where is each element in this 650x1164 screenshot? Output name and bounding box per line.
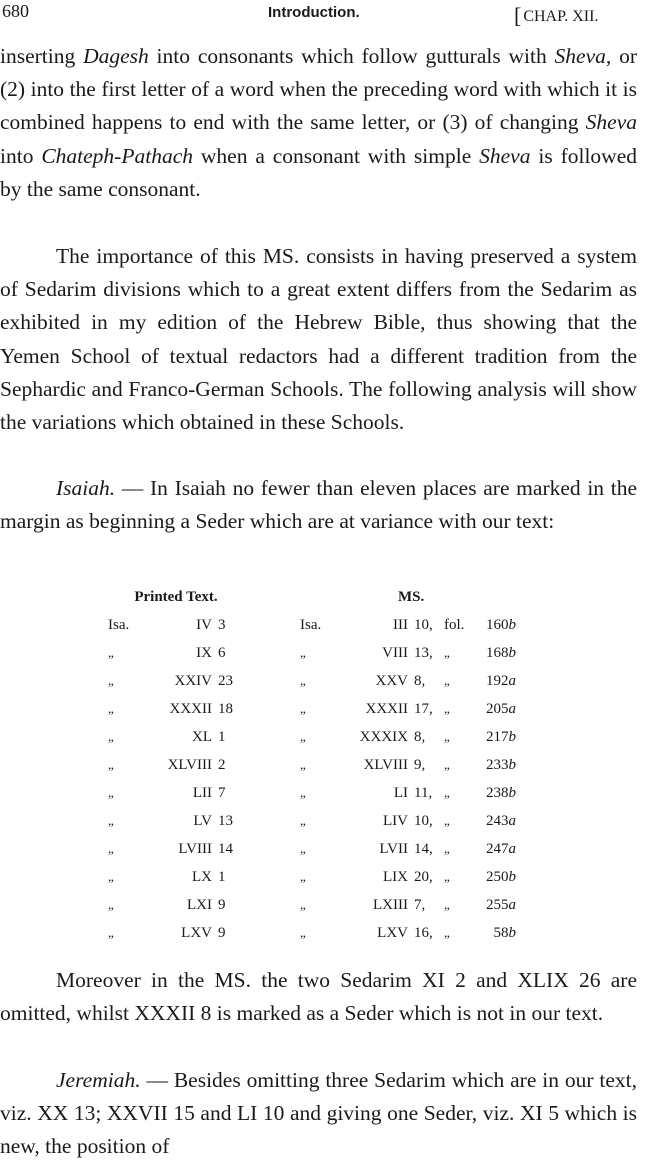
folio-label-cell-text: fol. <box>444 616 465 633</box>
ms-verse-cell <box>414 723 444 751</box>
table-row <box>108 611 516 639</box>
table-body <box>108 611 516 947</box>
folio-number-cell-text: 238 <box>486 784 509 801</box>
ms-verse-cell-text: 10, <box>414 616 433 633</box>
ms-book-cell <box>300 779 334 807</box>
ms-book-cell-text: „ <box>300 896 306 912</box>
folio-number-cell-text: 250 <box>486 868 509 885</box>
folio-side: b <box>508 784 516 801</box>
text-run: into consonants which follow gutturals with <box>148 44 555 68</box>
printed-chapter-cell <box>154 751 218 779</box>
printed-book-cell <box>108 863 154 891</box>
printed-verse-cell-text: 13 <box>218 812 233 829</box>
folio-side: a <box>508 896 516 913</box>
printed-chapter-cell-text: XLVIII <box>167 756 212 773</box>
folio-label-cell-text: „ <box>444 924 450 940</box>
folio-number-cell <box>474 611 516 639</box>
ms-verse-cell <box>414 891 444 919</box>
sedarim-table <box>108 584 516 947</box>
ms-verse-cell <box>414 695 444 723</box>
italic-run: Dagesh <box>83 44 149 68</box>
text-run: is followed by the same consonant. <box>0 143 637 201</box>
printed-verse-cell <box>218 779 244 807</box>
text-run: when a consonant with simple <box>193 143 480 168</box>
ms-verse-cell <box>414 639 444 667</box>
printed-verse-cell-text: 23 <box>218 672 233 689</box>
ms-book-cell-text: „ <box>300 784 306 800</box>
ms-book-cell-text: Isa. <box>300 616 322 633</box>
printed-book-cell-text: „ <box>108 700 114 716</box>
printed-book-cell <box>108 919 154 947</box>
printed-chapter-cell <box>154 835 218 863</box>
italic-run: Jeremiah. <box>56 1068 141 1092</box>
printed-chapter-cell-text: LXI <box>187 896 212 913</box>
printed-chapter-cell <box>154 807 218 835</box>
printed-chapter-cell <box>154 891 218 919</box>
gap-cell <box>244 835 300 863</box>
ms-book-cell-text: „ <box>300 868 306 884</box>
printed-book-cell <box>108 779 154 807</box>
printed-verse-cell <box>218 667 244 695</box>
ms-book-cell <box>300 891 334 919</box>
folio-number-cell <box>474 919 516 947</box>
table-row <box>108 891 516 919</box>
folio-number-cell-text: 58 <box>493 924 509 941</box>
printed-verse-cell <box>218 723 244 751</box>
folio-number-cell-text: 255 <box>486 896 509 913</box>
header-ms: MS. <box>398 589 425 605</box>
folio-side: b <box>508 756 516 773</box>
ms-book-cell <box>300 807 334 835</box>
ms-chapter-cell <box>334 639 414 667</box>
printed-chapter-cell-text: IX <box>196 644 212 661</box>
italic-run: Sheva <box>585 110 637 135</box>
printed-book-cell <box>108 835 154 863</box>
folio-number-cell <box>474 723 516 751</box>
printed-verse-cell-text: 14 <box>218 840 233 857</box>
ms-verse-cell <box>414 835 444 863</box>
table-row <box>108 667 516 695</box>
ms-chapter-cell-text: VIII <box>382 644 408 661</box>
ms-verse-cell <box>414 751 444 779</box>
gap-cell <box>244 723 300 751</box>
text-run: Moreover in the MS. the two Sedarim XI 2 and XLIX 26 are omitted, whilst XXXII 8 is marked as a Seder which is not in our text. <box>0 968 637 1026</box>
printed-book-cell <box>108 891 154 919</box>
ms-book-cell <box>300 919 334 947</box>
ms-verse-cell-text: 17, <box>414 700 433 717</box>
printed-verse-cell-text: 7 <box>218 784 226 801</box>
table-header-row <box>108 584 516 611</box>
printed-chapter-cell <box>154 723 218 751</box>
gap-cell <box>244 863 300 891</box>
gap-cell <box>244 919 300 947</box>
folio-label-cell <box>444 891 474 919</box>
folio-label-cell-text: „ <box>444 700 450 716</box>
paragraph-2 <box>0 240 637 439</box>
gap-cell <box>244 667 300 695</box>
gap-cell <box>244 751 300 779</box>
ms-chapter-cell <box>334 835 414 863</box>
printed-verse-cell-text: 3 <box>218 616 226 633</box>
folio-side: a <box>508 840 516 857</box>
ms-verse-cell-text: 20, <box>414 868 433 885</box>
ms-chapter-cell-text: LIX <box>383 868 408 885</box>
ms-verse-cell-text: 8, <box>414 672 426 689</box>
ms-verse-cell <box>414 611 444 639</box>
folio-side: b <box>508 868 516 885</box>
printed-book-cell-text: „ <box>108 868 114 884</box>
ms-chapter-cell <box>334 723 414 751</box>
table-row <box>108 723 516 751</box>
printed-verse-cell <box>218 835 244 863</box>
printed-chapter-cell-text: IV <box>196 616 212 633</box>
folio-label-cell-text: „ <box>444 784 450 800</box>
printed-verse-cell-text: 1 <box>218 868 226 885</box>
table-row <box>108 779 516 807</box>
page-header <box>0 0 650 26</box>
printed-chapter-cell-text: LII <box>192 784 212 801</box>
folio-label-cell <box>444 639 474 667</box>
italic-run: Sheva, <box>554 44 612 68</box>
printed-chapter-cell-text: LXV <box>181 924 212 941</box>
table-row <box>108 863 516 891</box>
printed-chapter-cell <box>154 919 218 947</box>
printed-book-cell-text: „ <box>108 728 114 744</box>
printed-chapter-cell-text: XL <box>192 728 212 745</box>
folio-number-cell-text: 205 <box>486 700 509 717</box>
printed-book-cell <box>108 639 154 667</box>
printed-chapter-cell <box>154 667 218 695</box>
folio-number-cell-text: 243 <box>486 812 509 829</box>
folio-side: b <box>508 728 516 745</box>
ms-book-cell <box>300 723 334 751</box>
printed-book-cell-text: „ <box>108 644 114 660</box>
folio-side: b <box>508 924 516 941</box>
printed-chapter-cell <box>154 639 218 667</box>
gap-cell <box>244 779 300 807</box>
ms-verse-cell-text: 16, <box>414 924 433 941</box>
gap-cell <box>244 695 300 723</box>
paragraph-3 <box>0 472 637 538</box>
printed-book-cell-text: „ <box>108 924 114 940</box>
folio-number-cell <box>474 891 516 919</box>
printed-verse-cell <box>218 695 244 723</box>
ms-chapter-cell-text: III <box>393 616 408 633</box>
printed-chapter-cell-text: XXXII <box>169 700 212 717</box>
ms-book-cell-text: „ <box>300 728 306 744</box>
folio-side: a <box>508 672 516 689</box>
printed-verse-cell-text: 18 <box>218 700 233 717</box>
folio-number-cell-text: 168 <box>486 644 509 661</box>
text-run: — Besides omitting three Sedarim which are in our text, viz. XX 13; XXVII 15 and LI 10 and giving one Seder, viz. XI 5 which is new, the position of <box>0 1068 637 1159</box>
ms-book-cell-text: „ <box>300 840 306 856</box>
ms-book-cell-text: „ <box>300 700 306 716</box>
printed-chapter-cell-text: LX <box>192 868 212 885</box>
table-row <box>108 695 516 723</box>
ms-chapter-cell <box>334 695 414 723</box>
printed-verse-cell <box>218 611 244 639</box>
ms-chapter-cell-text: XLVIII <box>363 756 408 773</box>
printed-verse-cell <box>218 639 244 667</box>
ms-chapter-cell <box>334 611 414 639</box>
printed-book-cell-text: „ <box>108 840 114 856</box>
ms-book-cell <box>300 639 334 667</box>
printed-book-cell-text: „ <box>108 812 114 828</box>
table-row <box>108 807 516 835</box>
printed-book-cell-text: „ <box>108 672 114 688</box>
running-title: Introduction. <box>268 4 360 21</box>
printed-book-cell <box>108 723 154 751</box>
ms-chapter-cell <box>334 751 414 779</box>
chapter-label <box>514 1 598 27</box>
header-printed-text: Printed Text. <box>134 589 218 605</box>
ms-chapter-cell-text: XXXII <box>365 700 408 717</box>
gap-cell <box>244 639 300 667</box>
table-row <box>108 919 516 947</box>
gap-cell <box>244 807 300 835</box>
printed-verse-cell <box>218 863 244 891</box>
printed-book-cell <box>108 611 154 639</box>
ms-chapter-cell <box>334 807 414 835</box>
printed-book-cell <box>108 751 154 779</box>
ms-chapter-cell-text: LIV <box>383 812 408 829</box>
printed-verse-cell-text: 6 <box>218 644 226 661</box>
folio-label-cell-text: „ <box>444 756 450 772</box>
gap-cell <box>244 611 300 639</box>
folio-number-cell <box>474 751 516 779</box>
folio-number-cell <box>474 863 516 891</box>
ms-chapter-cell-text: XXXIX <box>359 728 408 745</box>
paragraph-5 <box>0 1064 637 1164</box>
printed-book-cell <box>108 695 154 723</box>
folio-label-cell <box>444 667 474 695</box>
folio-side: b <box>508 644 516 661</box>
gap-cell <box>244 891 300 919</box>
folio-label-cell <box>444 779 474 807</box>
ms-verse-cell <box>414 863 444 891</box>
folio-number-cell-text: 233 <box>486 756 509 773</box>
ms-book-cell-text: „ <box>300 812 306 828</box>
printed-chapter-cell <box>154 611 218 639</box>
folio-label-cell-text: „ <box>444 728 450 744</box>
folio-number-cell-text: 217 <box>486 728 509 745</box>
printed-chapter-cell <box>154 779 218 807</box>
folio-number-cell <box>474 807 516 835</box>
printed-book-cell-text: „ <box>108 896 114 912</box>
ms-book-cell <box>300 863 334 891</box>
text-run: or (2) into the first letter of a word when the preceding word with which it is combined happens to end with the same letter, or (3) of changing <box>0 44 637 135</box>
printed-book-cell-text: „ <box>108 784 114 800</box>
printed-verse-cell <box>218 807 244 835</box>
folio-label-cell <box>444 695 474 723</box>
printed-verse-cell-text: 9 <box>218 896 226 913</box>
ms-chapter-cell <box>334 919 414 947</box>
italic-run: Chateph-Pathach <box>41 143 193 168</box>
text-run: inserting <box>0 44 84 68</box>
folio-side: a <box>508 812 516 829</box>
printed-verse-cell <box>218 891 244 919</box>
folio-label-cell <box>444 919 474 947</box>
folio-number-cell-text: 247 <box>486 840 509 857</box>
ms-book-cell <box>300 751 334 779</box>
printed-verse-cell-text: 9 <box>218 924 226 941</box>
ms-chapter-cell-text: LXV <box>377 924 408 941</box>
folio-label-cell-text: „ <box>444 812 450 828</box>
ms-book-cell-text: „ <box>300 644 306 660</box>
folio-label-cell-text: „ <box>444 868 450 884</box>
paragraph-4 <box>0 964 637 1030</box>
ms-verse-cell <box>414 807 444 835</box>
ms-verse-cell-text: 11, <box>414 784 433 801</box>
ms-chapter-cell-text: LVII <box>379 840 408 857</box>
folio-side: a <box>508 700 516 717</box>
ms-verse-cell-text: 14, <box>414 840 433 857</box>
folio-number-cell-text: 192 <box>486 672 509 689</box>
ms-book-cell <box>300 611 334 639</box>
printed-book-cell <box>108 667 154 695</box>
printed-verse-cell <box>218 919 244 947</box>
printed-book-cell-text: „ <box>108 756 114 772</box>
printed-chapter-cell <box>154 695 218 723</box>
ms-chapter-cell-text: LXIII <box>373 896 408 913</box>
italic-run: Isaiah. <box>56 476 116 500</box>
printed-chapter-cell-text: XXIV <box>174 672 212 689</box>
table-row <box>108 835 516 863</box>
folio-label-cell <box>444 751 474 779</box>
printed-verse-cell-text: 1 <box>218 728 226 745</box>
folio-number-cell <box>474 639 516 667</box>
folio-number-cell-text: 160 <box>486 616 509 633</box>
ms-verse-cell <box>414 779 444 807</box>
folio-number-cell <box>474 667 516 695</box>
bracket-glyph: [ <box>514 3 522 28</box>
folio-label-cell <box>444 723 474 751</box>
folio-label-cell <box>444 863 474 891</box>
text-run: — In Isaiah no fewer than eleven places are marked in the margin as beginning a Seder which are at variance with our text: <box>0 476 637 534</box>
printed-chapter-cell <box>154 863 218 891</box>
chapter-text: CHAP. XII. <box>523 8 599 25</box>
text-run: The importance of this MS. consists in having preserved a system of Sedarim divisions which to a great extent differs from the Sedarim as exhibited in my edition of the Hebrew Bible, thus showing that the Yemen School of textual redactors had a different tradition from the Sephardic and Franco-German Schools. The following analysis will show the variations which obtained in these Schools. <box>0 244 637 435</box>
ms-chapter-cell <box>334 667 414 695</box>
text-run: into <box>0 143 42 168</box>
table-row <box>108 639 516 667</box>
ms-verse-cell-text: 9, <box>414 756 426 773</box>
printed-chapter-cell-text: LVIII <box>178 840 212 857</box>
italic-run: Sheva <box>479 143 531 168</box>
ms-verse-cell-text: 8, <box>414 728 426 745</box>
folio-number-cell <box>474 779 516 807</box>
folio-label-cell <box>444 835 474 863</box>
ms-verse-cell-text: 13, <box>414 644 433 661</box>
folio-label-cell <box>444 807 474 835</box>
folio-side: b <box>508 616 516 633</box>
folio-number-cell <box>474 835 516 863</box>
printed-book-cell <box>108 807 154 835</box>
printed-chapter-cell-text: LV <box>193 812 212 829</box>
folio-label-cell-text: „ <box>444 672 450 688</box>
ms-verse-cell-text: 7, <box>414 896 426 913</box>
ms-verse-cell <box>414 667 444 695</box>
printed-book-cell-text: Isa. <box>108 616 130 633</box>
paragraph-1 <box>0 40 637 206</box>
table-row <box>108 751 516 779</box>
ms-book-cell-text: „ <box>300 924 306 940</box>
ms-book-cell-text: „ <box>300 756 306 772</box>
ms-verse-cell <box>414 919 444 947</box>
page-number: 680 <box>2 1 29 21</box>
ms-verse-cell-text: 10, <box>414 812 433 829</box>
ms-chapter-cell <box>334 863 414 891</box>
folio-number-cell <box>474 695 516 723</box>
printed-verse-cell <box>218 751 244 779</box>
folio-label-cell-text: „ <box>444 644 450 660</box>
folio-label-cell <box>444 611 474 639</box>
ms-chapter-cell-text: XXV <box>375 672 408 689</box>
ms-chapter-cell <box>334 779 414 807</box>
folio-label-cell-text: „ <box>444 840 450 856</box>
printed-verse-cell-text: 2 <box>218 756 226 773</box>
ms-book-cell <box>300 835 334 863</box>
ms-chapter-cell-text: LI <box>393 784 408 801</box>
ms-book-cell <box>300 667 334 695</box>
ms-book-cell <box>300 695 334 723</box>
ms-chapter-cell <box>334 891 414 919</box>
folio-label-cell-text: „ <box>444 896 450 912</box>
ms-book-cell-text: „ <box>300 672 306 688</box>
